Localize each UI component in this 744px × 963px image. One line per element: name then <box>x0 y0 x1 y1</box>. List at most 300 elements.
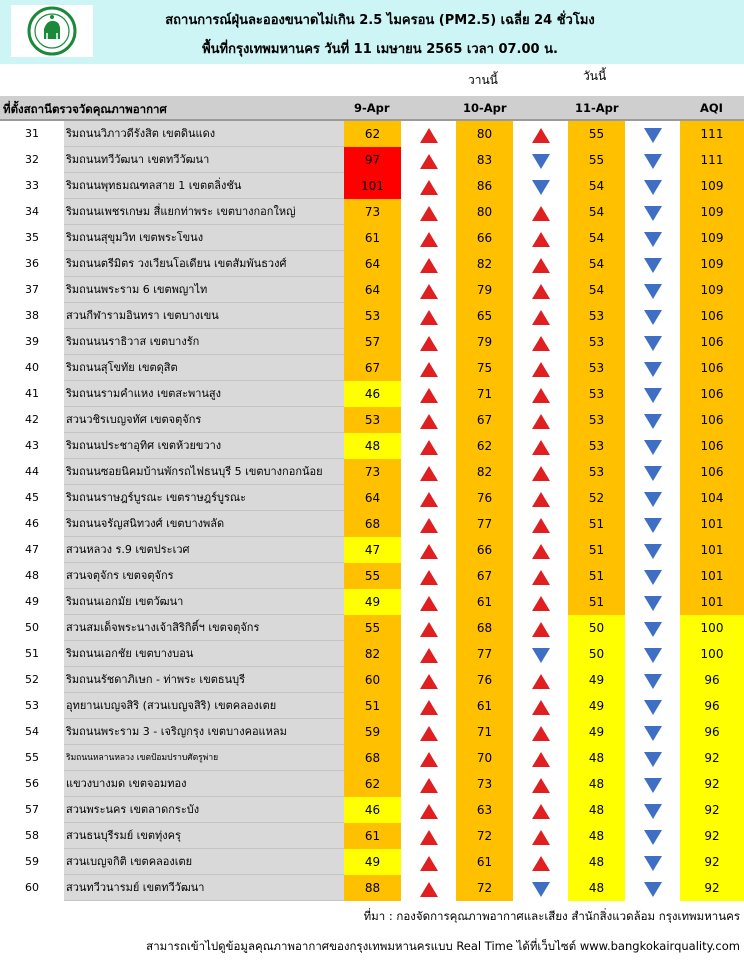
pm25-day3: 51 <box>568 511 625 537</box>
station-name: ริมถนนทวีวัฒนา เขตทวีวัฒนา <box>64 147 344 173</box>
arrow-up-icon <box>532 726 550 741</box>
pm25-day3: 50 <box>568 641 625 667</box>
column-day2: 10-Apr <box>463 101 507 115</box>
pm25-day1: 49 <box>344 849 401 875</box>
trend-day3 <box>625 797 680 823</box>
trend-day1 <box>401 719 456 745</box>
trend-day1 <box>401 849 456 875</box>
table-row <box>0 485 744 511</box>
aqi-value: 101 <box>680 589 744 615</box>
aqi-value: 111 <box>680 121 744 147</box>
station-name: ริมถนนซอยนิคมบ้านพักรถไฟธนบุรี 5 เขตบางกอกน้อย <box>64 459 344 485</box>
pm25-day3: 48 <box>568 875 625 901</box>
row-number: 54 <box>0 719 64 745</box>
table-row <box>0 329 744 355</box>
arrow-up-icon <box>532 414 550 429</box>
pm25-day1: 88 <box>344 875 401 901</box>
station-name: ริมถนนประชาอุทิศ เขตห้วยขวาง <box>64 433 344 459</box>
arrow-up-icon <box>532 310 550 325</box>
table-row <box>0 823 744 849</box>
pm25-day1: 82 <box>344 641 401 667</box>
row-number: 45 <box>0 485 64 511</box>
aqi-value: 106 <box>680 407 744 433</box>
trend-day2 <box>513 641 568 667</box>
pm25-day2: 79 <box>456 277 513 303</box>
trend-day3 <box>625 459 680 485</box>
pm25-day2: 76 <box>456 667 513 693</box>
table-row <box>0 251 744 277</box>
station-name: ริมถนนสุโขทัย เขตดุสิต <box>64 355 344 381</box>
trend-day3 <box>625 121 680 147</box>
arrow-up-icon <box>420 830 438 845</box>
arrow-up-icon <box>420 258 438 273</box>
arrow-up-icon <box>420 856 438 871</box>
trend-day1 <box>401 251 456 277</box>
pm25-day2: 70 <box>456 745 513 771</box>
trend-day1 <box>401 277 456 303</box>
arrow-up-icon <box>420 674 438 689</box>
table-row <box>0 459 744 485</box>
arrow-up-icon <box>532 128 550 143</box>
pm25-day1: 68 <box>344 745 401 771</box>
pm25-day3: 54 <box>568 173 625 199</box>
station-name: ริมถนนนราธิวาส เขตบางรัก <box>64 329 344 355</box>
trend-day2 <box>513 719 568 745</box>
station-name: อุทยานเบญจสิริ (สวนเบญจสิริ) เขตคลองเตย <box>64 693 344 719</box>
pm25-day3: 53 <box>568 381 625 407</box>
station-name: แขวงบางมด เขตจอมทอง <box>64 771 344 797</box>
pm25-day2: 62 <box>456 433 513 459</box>
trend-day3 <box>625 537 680 563</box>
pm25-day3: 51 <box>568 537 625 563</box>
trend-day1 <box>401 537 456 563</box>
table-row <box>0 173 744 199</box>
arrow-up-icon <box>420 492 438 507</box>
row-number: 41 <box>0 381 64 407</box>
aqi-value: 101 <box>680 537 744 563</box>
arrow-up-icon <box>532 258 550 273</box>
trend-day1 <box>401 875 456 901</box>
trend-day1 <box>401 303 456 329</box>
pm25-day2: 82 <box>456 251 513 277</box>
aqi-value: 100 <box>680 615 744 641</box>
arrow-up-icon <box>420 336 438 351</box>
trend-day3 <box>625 381 680 407</box>
row-number: 60 <box>0 875 64 901</box>
row-number: 42 <box>0 407 64 433</box>
arrow-down-icon <box>644 518 662 533</box>
trend-day3 <box>625 277 680 303</box>
arrow-down-icon <box>644 206 662 221</box>
arrow-down-icon <box>532 648 550 663</box>
pm25-day1: 51 <box>344 693 401 719</box>
arrow-down-icon <box>644 466 662 481</box>
arrow-down-icon <box>644 284 662 299</box>
arrow-up-icon <box>532 622 550 637</box>
trend-day1 <box>401 433 456 459</box>
table-row <box>0 693 744 719</box>
aqi-value: 109 <box>680 173 744 199</box>
pm25-day3: 53 <box>568 433 625 459</box>
report-title: สถานการณ์ฝุ่นละอองขนาดไม่เกิน 2.5 ไมครอน (PM2.5) เฉลี่ย 24 ชั่วโมง <box>165 13 595 28</box>
arrow-up-icon <box>532 804 550 819</box>
trend-day2 <box>513 277 568 303</box>
pm25-day2: 66 <box>456 537 513 563</box>
aqi-value: 96 <box>680 693 744 719</box>
arrow-up-icon <box>420 310 438 325</box>
station-name: สวนหลวง ร.9 เขตประเวศ <box>64 537 344 563</box>
pm25-day3: 53 <box>568 355 625 381</box>
pm25-day3: 55 <box>568 147 625 173</box>
trend-day3 <box>625 823 680 849</box>
table-row <box>0 589 744 615</box>
trend-day2 <box>513 199 568 225</box>
arrow-down-icon <box>644 596 662 611</box>
arrow-up-icon <box>532 778 550 793</box>
arrow-up-icon <box>420 726 438 741</box>
station-name: สวนวชิรเบญจทัศ เขตจตุจักร <box>64 407 344 433</box>
row-number: 38 <box>0 303 64 329</box>
report-subtitle: พื้นที่กรุงเทพมหานคร วันที่ 11 เมษายน 2565 เวลา 07.00 น. <box>202 42 558 57</box>
trend-day1 <box>401 745 456 771</box>
row-number: 55 <box>0 745 64 771</box>
report-header <box>0 0 744 64</box>
station-name: สวนพระนคร เขตลาดกระบัง <box>64 797 344 823</box>
station-name: ริมถนนพระราม 3 - เจริญกรุง เขตบางคอแหลม <box>64 719 344 745</box>
station-name: ริมถนนหลานหลวง เขตป้อมปราบศัตรูพ่าย <box>64 745 344 771</box>
pm25-day3: 53 <box>568 459 625 485</box>
trend-day3 <box>625 771 680 797</box>
trend-day1 <box>401 823 456 849</box>
arrow-up-icon <box>420 752 438 767</box>
row-number: 49 <box>0 589 64 615</box>
pm25-day1: 73 <box>344 459 401 485</box>
row-number: 40 <box>0 355 64 381</box>
trend-day2 <box>513 459 568 485</box>
aqi-value: 92 <box>680 823 744 849</box>
aqi-value: 111 <box>680 147 744 173</box>
arrow-up-icon <box>532 570 550 585</box>
pm25-day1: 62 <box>344 771 401 797</box>
aqi-value: 106 <box>680 303 744 329</box>
aqi-value: 92 <box>680 797 744 823</box>
trend-day2 <box>513 693 568 719</box>
trend-day2 <box>513 875 568 901</box>
source-note: ที่มา : กองจัดการคุณภาพอากาศและเสียง สำนักสิ่งแวดล้อม กรุงเทพมหานคร <box>363 909 740 923</box>
pm25-day3: 51 <box>568 563 625 589</box>
trend-day3 <box>625 875 680 901</box>
trend-day3 <box>625 407 680 433</box>
arrow-down-icon <box>644 752 662 767</box>
station-name: สวนสมเด็จพระนางเจ้าสิริกิติ์ฯ เขตจตุจักร <box>64 615 344 641</box>
trend-day3 <box>625 173 680 199</box>
day-labels <box>0 64 744 96</box>
arrow-down-icon <box>644 336 662 351</box>
station-name: ริมถนนพระราม 6 เขตพญาไท <box>64 277 344 303</box>
arrow-up-icon <box>532 284 550 299</box>
arrow-up-icon <box>420 232 438 247</box>
pm25-day1: 53 <box>344 407 401 433</box>
trend-day2 <box>513 667 568 693</box>
arrow-up-icon <box>420 544 438 559</box>
trend-day2 <box>513 823 568 849</box>
arrow-up-icon <box>420 440 438 455</box>
trend-day3 <box>625 589 680 615</box>
trend-day1 <box>401 199 456 225</box>
station-name: สวนกีฬารามอินทรา เขตบางเขน <box>64 303 344 329</box>
arrow-down-icon <box>644 700 662 715</box>
row-number: 48 <box>0 563 64 589</box>
trend-day1 <box>401 511 456 537</box>
arrow-up-icon <box>532 830 550 845</box>
trend-day2 <box>513 745 568 771</box>
aqi-value: 92 <box>680 849 744 875</box>
row-number: 56 <box>0 771 64 797</box>
today-label: วันนี้ <box>583 69 607 83</box>
row-number: 44 <box>0 459 64 485</box>
arrow-down-icon <box>532 154 550 169</box>
pm25-day3: 50 <box>568 615 625 641</box>
trend-day1 <box>401 797 456 823</box>
trend-day2 <box>513 251 568 277</box>
pm25-day1: 64 <box>344 251 401 277</box>
aqi-value: 109 <box>680 225 744 251</box>
pm25-day2: 76 <box>456 485 513 511</box>
arrow-up-icon <box>420 414 438 429</box>
column-aqi: AQI <box>700 101 723 115</box>
pm25-day2: 63 <box>456 797 513 823</box>
arrow-down-icon <box>644 362 662 377</box>
trend-day2 <box>513 355 568 381</box>
pm25-day2: 61 <box>456 589 513 615</box>
aqi-value: 109 <box>680 199 744 225</box>
station-name: ริมถนนพุทธมณฑลสาย 1 เขตตลิ่งชัน <box>64 173 344 199</box>
row-number: 57 <box>0 797 64 823</box>
trend-day1 <box>401 615 456 641</box>
arrow-down-icon <box>644 180 662 195</box>
column-day3: 11-Apr <box>575 101 619 115</box>
pm25-day2: 71 <box>456 381 513 407</box>
aqi-value: 106 <box>680 459 744 485</box>
arrow-up-icon <box>420 804 438 819</box>
trend-day2 <box>513 797 568 823</box>
trend-day2 <box>513 511 568 537</box>
trend-day1 <box>401 173 456 199</box>
arrow-up-icon <box>532 362 550 377</box>
table-row <box>0 797 744 823</box>
trend-day1 <box>401 485 456 511</box>
trend-day1 <box>401 771 456 797</box>
station-name: สวนธนบุรีรมย์ เขตทุ่งครุ <box>64 823 344 849</box>
aqi-value: 101 <box>680 563 744 589</box>
table-row <box>0 303 744 329</box>
pm25-day1: 68 <box>344 511 401 537</box>
row-number: 51 <box>0 641 64 667</box>
pm25-day1: 46 <box>344 797 401 823</box>
arrow-down-icon <box>644 154 662 169</box>
row-number: 53 <box>0 693 64 719</box>
pm25-day1: 55 <box>344 563 401 589</box>
table-row <box>0 277 744 303</box>
pm25-day2: 72 <box>456 875 513 901</box>
arrow-down-icon <box>644 128 662 143</box>
row-number: 36 <box>0 251 64 277</box>
arrow-down-icon <box>644 726 662 741</box>
table-row <box>0 615 744 641</box>
pm25-day2: 77 <box>456 641 513 667</box>
arrow-down-icon <box>644 544 662 559</box>
arrow-down-icon <box>644 570 662 585</box>
pm25-day1: 73 <box>344 199 401 225</box>
aqi-value: 92 <box>680 875 744 901</box>
table-row <box>0 537 744 563</box>
trend-day3 <box>625 199 680 225</box>
trend-day2 <box>513 433 568 459</box>
pm25-day2: 73 <box>456 771 513 797</box>
aqi-value: 109 <box>680 277 744 303</box>
aqi-value: 92 <box>680 745 744 771</box>
arrow-down-icon <box>644 388 662 403</box>
table-row <box>0 511 744 537</box>
station-name: ริมถนนวิภาวดีรังสิต เขตดินแดง <box>64 121 344 147</box>
row-number: 32 <box>0 147 64 173</box>
pm25-day2: 67 <box>456 407 513 433</box>
arrow-down-icon <box>644 804 662 819</box>
trend-day2 <box>513 849 568 875</box>
trend-day3 <box>625 693 680 719</box>
row-number: 43 <box>0 433 64 459</box>
table-row <box>0 771 744 797</box>
pm25-day1: 101 <box>344 173 401 199</box>
trend-day3 <box>625 329 680 355</box>
trend-day3 <box>625 485 680 511</box>
pm25-day2: 65 <box>456 303 513 329</box>
pm25-day2: 68 <box>456 615 513 641</box>
arrow-up-icon <box>420 778 438 793</box>
row-number: 46 <box>0 511 64 537</box>
row-number: 52 <box>0 667 64 693</box>
arrow-down-icon <box>644 648 662 663</box>
aqi-value: 92 <box>680 771 744 797</box>
arrow-down-icon <box>644 258 662 273</box>
pm25-day1: 61 <box>344 225 401 251</box>
aqi-value: 96 <box>680 719 744 745</box>
arrow-up-icon <box>420 284 438 299</box>
pm25-day3: 49 <box>568 693 625 719</box>
trend-day2 <box>513 147 568 173</box>
pm25-day2: 82 <box>456 459 513 485</box>
arrow-down-icon <box>644 414 662 429</box>
website-note: สามารถเข้าไปดูข้อมูลคุณภาพอากาศของกรุงเทพมหานครแบบ Real Time ได้ที่เว็บไซต์ www.bangkokairquality.com <box>146 939 740 953</box>
trend-day1 <box>401 329 456 355</box>
aqi-value: 96 <box>680 667 744 693</box>
trend-day1 <box>401 563 456 589</box>
pm25-day1: 64 <box>344 277 401 303</box>
row-number: 35 <box>0 225 64 251</box>
arrow-down-icon <box>532 882 550 897</box>
trend-day2 <box>513 381 568 407</box>
station-name: ริมถนนเอกมัย เขตวัฒนา <box>64 589 344 615</box>
table-row <box>0 719 744 745</box>
table-row <box>0 875 744 901</box>
arrow-up-icon <box>420 206 438 221</box>
arrow-down-icon <box>644 882 662 897</box>
pm25-day3: 48 <box>568 849 625 875</box>
arrow-up-icon <box>532 674 550 689</box>
pm25-table <box>0 121 744 904</box>
trend-day3 <box>625 147 680 173</box>
table-row <box>0 563 744 589</box>
pm25-day1: 55 <box>344 615 401 641</box>
pm25-day2: 66 <box>456 225 513 251</box>
trend-day3 <box>625 511 680 537</box>
pm25-day1: 62 <box>344 121 401 147</box>
arrow-up-icon <box>420 882 438 897</box>
trend-day3 <box>625 303 680 329</box>
trend-day3 <box>625 615 680 641</box>
pm25-day3: 53 <box>568 329 625 355</box>
pm25-day1: 57 <box>344 329 401 355</box>
row-number: 34 <box>0 199 64 225</box>
pm25-day2: 77 <box>456 511 513 537</box>
arrow-up-icon <box>532 752 550 767</box>
arrow-up-icon <box>420 518 438 533</box>
row-number: 47 <box>0 537 64 563</box>
pm25-day1: 53 <box>344 303 401 329</box>
row-number: 50 <box>0 615 64 641</box>
arrow-down-icon <box>532 180 550 195</box>
pm25-day3: 54 <box>568 251 625 277</box>
arrow-up-icon <box>532 856 550 871</box>
pm25-day1: 46 <box>344 381 401 407</box>
arrow-up-icon <box>420 180 438 195</box>
pm25-day3: 49 <box>568 719 625 745</box>
pm25-day2: 61 <box>456 849 513 875</box>
trend-day2 <box>513 563 568 589</box>
station-name: ริมถนนสุขุมวิท เขตพระโขนง <box>64 225 344 251</box>
trend-day3 <box>625 251 680 277</box>
arrow-down-icon <box>644 440 662 455</box>
trend-day1 <box>401 121 456 147</box>
pm25-day2: 61 <box>456 693 513 719</box>
arrow-up-icon <box>420 154 438 169</box>
arrow-up-icon <box>420 388 438 403</box>
trend-day3 <box>625 667 680 693</box>
pm25-day1: 67 <box>344 355 401 381</box>
pm25-day2: 80 <box>456 199 513 225</box>
pm25-day3: 48 <box>568 797 625 823</box>
pm25-day1: 61 <box>344 823 401 849</box>
pm25-day2: 86 <box>456 173 513 199</box>
column-day1: 9-Apr <box>354 101 390 115</box>
arrow-down-icon <box>644 310 662 325</box>
trend-day1 <box>401 459 456 485</box>
pm25-day3: 55 <box>568 121 625 147</box>
arrow-up-icon <box>532 206 550 221</box>
trend-day1 <box>401 355 456 381</box>
trend-day2 <box>513 121 568 147</box>
arrow-up-icon <box>420 622 438 637</box>
arrow-up-icon <box>532 700 550 715</box>
trend-day2 <box>513 329 568 355</box>
table-row <box>0 433 744 459</box>
pm25-day3: 48 <box>568 823 625 849</box>
station-name: ริมถนนตรีมิตร วงเวียนโอเดียน เขตสัมพันธวงศ์ <box>64 251 344 277</box>
pm25-day2: 72 <box>456 823 513 849</box>
aqi-value: 106 <box>680 355 744 381</box>
trend-day1 <box>401 589 456 615</box>
trend-day3 <box>625 641 680 667</box>
